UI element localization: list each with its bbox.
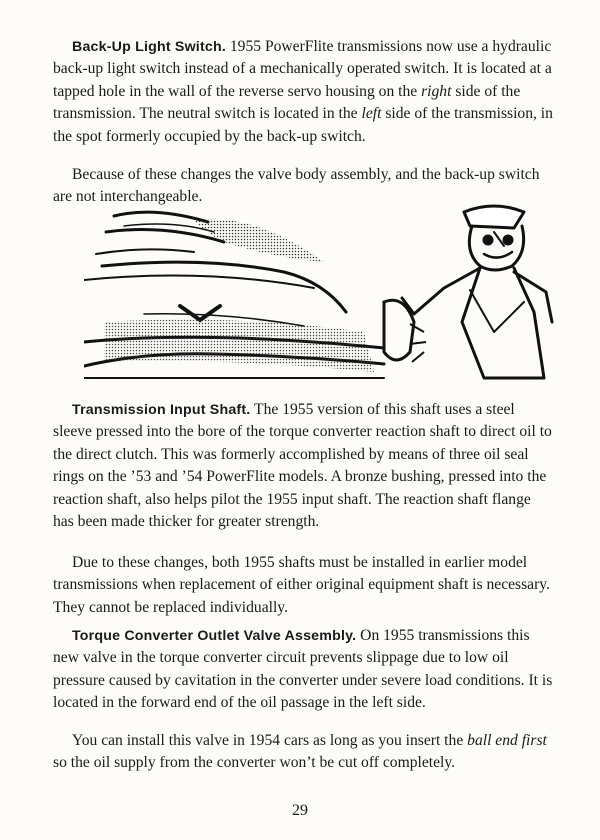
input-shaft-text: The 1955 version of this shaft uses a steel sleeve pressed into the bore of the torque converter reaction shaft to direct oil to the direct clutch. This was formerly accomplished by means of three oil seal rings on the ’53 and ’54 PowerFlite models. A bronze bushing, pressed into the reaction shaft, also helps pilot the 1955 input shaft. The reaction shaft flange has been made thicker for greater strength. <box>53 401 552 531</box>
install-text-1: You can install this valve in 1954 cars as long as you insert the <box>72 732 468 749</box>
backup-emphasis-right: right <box>421 82 452 100</box>
backup-interchange-paragraph: Because of these changes the valve body assembly, and the back-up switch are not interchangeable. <box>53 166 540 206</box>
page-number: 29 <box>292 802 308 819</box>
input-shaft-paragraph <box>53 399 553 533</box>
install-emphasis-ball-end: ball end first <box>467 732 547 749</box>
input-shaft-note-paragraph: Due to these changes, both 1955 shafts must be installed in earlier model transmissions when replacement of either original equipment shaft is necessary. They cannot be replaced individually. <box>53 554 550 616</box>
outlet-valve-heading: Torque Converter Outlet Valve Assembly. <box>72 628 357 644</box>
backup-emphasis-left: left <box>361 105 382 123</box>
outlet-valve-paragraph <box>53 625 553 715</box>
backup-switch-paragraph <box>53 36 553 148</box>
outlet-valve-text: On 1955 transmissions this new valve in the torque converter circuit prevents slippage due to low oil pressure caused by cavitation in the converter under severe load conditions. It is located in the forward end of the oil passage in the left side. <box>53 627 553 712</box>
outlet-valve-install-paragraph <box>53 730 553 775</box>
mechanic-figure <box>402 206 552 378</box>
backup-text-2: side of the transmission. The neutral switch is located in the <box>53 82 521 123</box>
install-text-2: so the oil supply from the converter won’t be cut off completely. <box>53 754 456 772</box>
input-shaft-heading: Transmission Input Shaft. <box>72 402 251 418</box>
car-shading-lower <box>104 320 374 372</box>
backup-text-1: 1955 PowerFlite transmissions now use a hydraulic back-up light switch instead of a mechanically operated switch. It is located at a tapped hole in the wall of the reverse servo housing on the <box>53 38 552 100</box>
backup-switch-heading: Back-Up Light Switch. <box>72 39 226 55</box>
backup-text-3: side of the transmission, in the spot formerly occupied by the back-up switch. <box>53 105 553 145</box>
car-mechanic-illustration <box>84 202 554 388</box>
